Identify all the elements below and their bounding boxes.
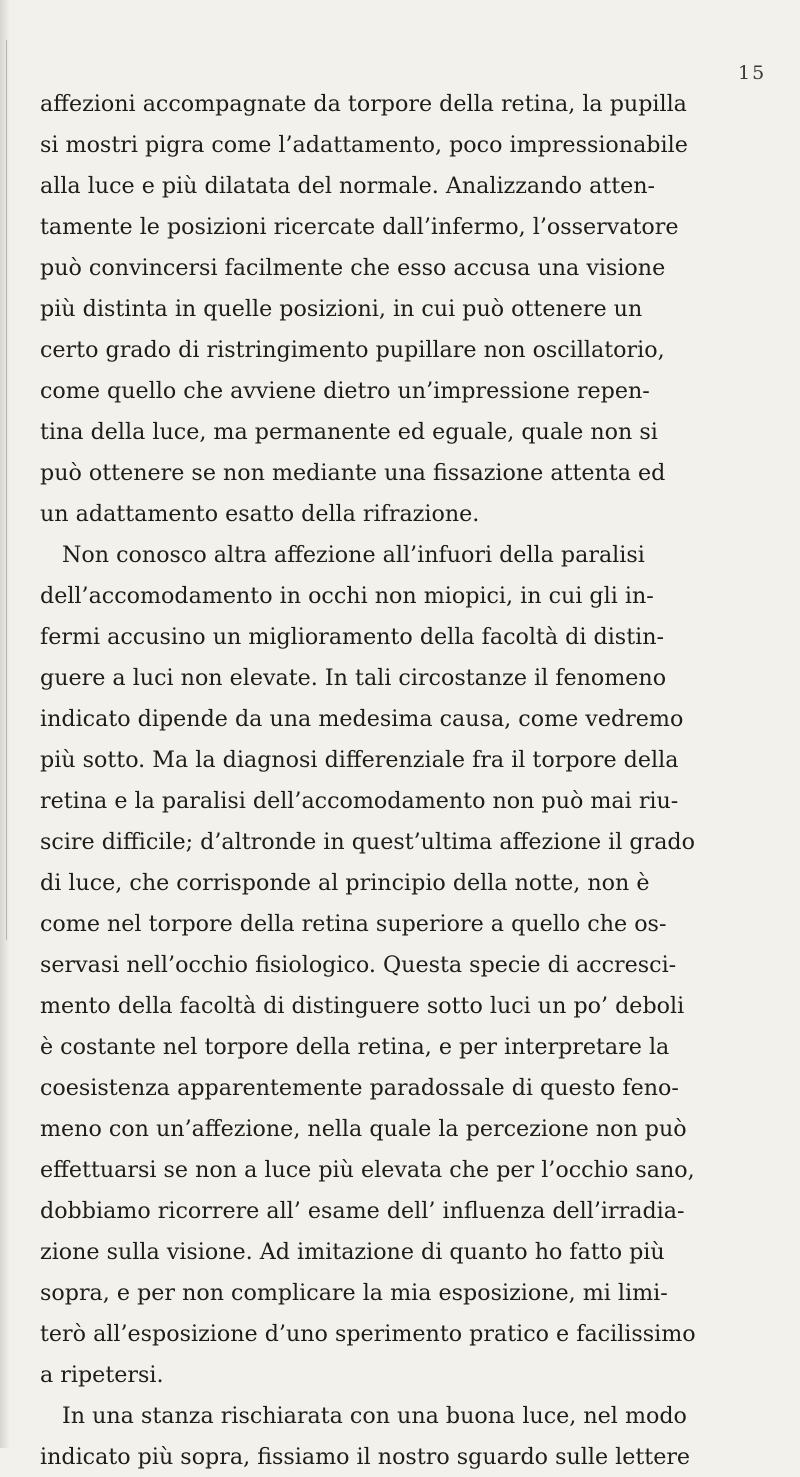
text-line: servasi nell’occhio fisiologico. Questa specie di accresci- [40, 952, 677, 978]
text-line: sopra, e per non complicare la mia esposizione, mi limi- [40, 1280, 668, 1306]
text-line: più distinta in quelle posizioni, in cui può ottenere un [40, 296, 643, 322]
text-line: di luce, che corrisponde al principio della notte, non è [40, 870, 650, 896]
text-line: tamente le posizioni ricercate dall’infermo, l’osservatore [40, 214, 679, 240]
text-line: zione sulla visione. Ad imitazione di quanto ho fatto più [40, 1239, 665, 1265]
text-line: Non conosco altra affezione all’infuori della paralisi [62, 542, 645, 568]
text-line: coesistenza apparentemente paradossale di questo feno- [40, 1075, 679, 1101]
text-line: dobbiamo ricorrere all’ esame dell’ influenza dell’irradia- [40, 1198, 685, 1224]
text-line: dell’accomodamento in occhi non miopici, in cui gli in- [40, 583, 654, 609]
text-line: effettuarsi se non a luce più elevata che per l’occhio sano, [40, 1157, 695, 1183]
text-line: affezioni accompagnate da torpore della retina, la pupilla [40, 91, 687, 117]
text-line: alla luce e più dilatata del normale. Analizzando atten- [40, 173, 656, 199]
text-line: tina della luce, ma permanente ed eguale, quale non si [40, 419, 658, 445]
page-number: 15 [738, 62, 767, 84]
text-line: come nel torpore della retina superiore a quello che os- [40, 911, 667, 937]
text-line: guere a luci non elevate. In tali circostanze il fenomeno [40, 665, 667, 691]
text-line: si mostri pigra come l’adattamento, poco impressionabile [40, 132, 688, 158]
text-line: retina e la paralisi dell’accomodamento non può mai riu- [40, 788, 679, 814]
text-line: a ripetersi. [40, 1362, 164, 1388]
text-line: può ottenere se non mediante una fissazione attenta ed [40, 460, 666, 486]
text-line: indicato più sopra, fissiamo il nostro sguardo sulle lettere [40, 1444, 691, 1470]
text-line: più sotto. Ma la diagnosi differenziale fra il torpore della [40, 747, 679, 773]
text-line: come quello che avviene dietro un’impressione repen- [40, 378, 650, 404]
text-line: è costante nel torpore della retina, e per interpretare la [40, 1034, 670, 1060]
text-line: può convincersi facilmente che esso accusa una visione [40, 255, 666, 281]
text-line: certo grado di ristringimento pupillare non oscillatorio, [40, 337, 665, 363]
text-line: un adattamento esatto della rifrazione. [40, 501, 480, 527]
text-line: mento della facoltà di distinguere sotto luci un po’ deboli [40, 993, 685, 1019]
text-line: scire difficile; d’altronde in quest’ultima affezione il grado [40, 829, 695, 855]
text-line: meno con un’affezione, nella quale la percezione non può [40, 1116, 687, 1142]
text-line: indicato dipende da una medesima causa, come vedremo [40, 706, 684, 732]
text-line: terò all’esposizione d’uno sperimento pratico e facilissimo [40, 1321, 696, 1347]
text-line: fermi accusino un miglioramento della facoltà di distin- [40, 624, 664, 650]
text-line: In una stanza rischiarata con una buona luce, nel modo [62, 1403, 687, 1429]
